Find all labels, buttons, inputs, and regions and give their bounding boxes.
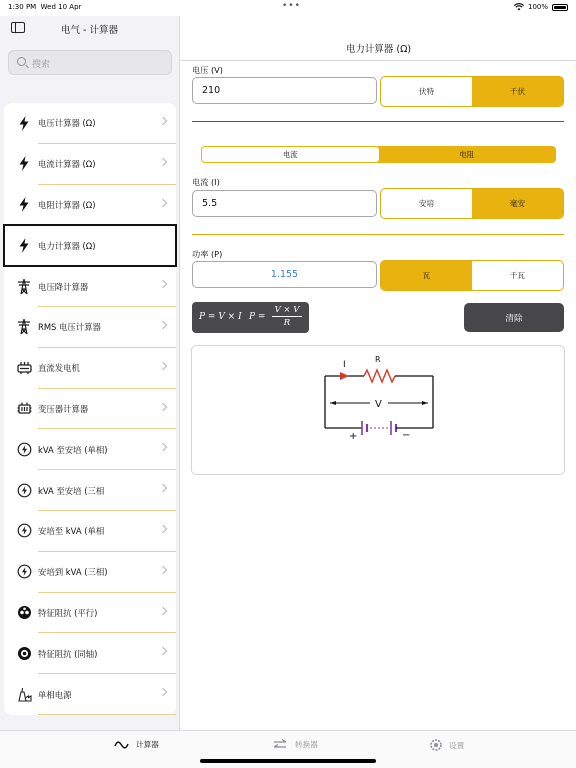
formula-numerator: V × V: [272, 305, 302, 317]
unit-ampere-option[interactable]: 安培: [418, 199, 435, 208]
sidebar-item-transformer[interactable]: [4, 389, 176, 430]
sidebar-item-label: RMS 电压计算器: [38, 322, 101, 333]
transmission-tower-icon: [16, 319, 32, 335]
sidebar-item-label: 电流计算器 (Ω): [38, 159, 96, 170]
battery-icon: [552, 4, 568, 11]
sidebar-item-label: 特征阻抗 (平行): [38, 607, 98, 618]
battery-percent: 100%: [527, 3, 548, 11]
sidebar-item-power-calculator[interactable]: [4, 225, 176, 266]
battery-plus-label: +: [349, 431, 358, 442]
circle-bolt-icon: [16, 564, 32, 580]
sidebar-item-label: kVA 至安培 (单相): [38, 444, 108, 455]
chevron-right-icon: [159, 158, 167, 166]
formula-fraction: [272, 305, 302, 328]
multitask-dots[interactable]: •••: [282, 1, 301, 11]
bolt-icon: [16, 237, 32, 253]
power-plant-icon: [16, 686, 32, 702]
unit-volt-option[interactable]: 伏特: [418, 87, 435, 96]
chevron-right-icon: [159, 117, 167, 125]
sidebar-item-label: 直流发电机: [38, 363, 80, 374]
sidebar-item-rms-voltage[interactable]: [4, 307, 176, 348]
parallel-impedance-icon: [16, 605, 32, 621]
circle-bolt-icon: [16, 523, 32, 539]
home-indicator[interactable]: [200, 759, 376, 763]
sidebar-item-impedance-parallel[interactable]: [4, 593, 176, 634]
bolt-icon: [16, 156, 32, 172]
main-content: [181, 16, 576, 730]
voltage-symbol-label: V: [375, 399, 382, 410]
sidebar-item-kva-to-amps-three[interactable]: [4, 470, 176, 511]
circuit-schematic: [192, 346, 564, 474]
search-icon: [17, 57, 26, 66]
sidebar-item-resistance-calculator[interactable]: [4, 185, 176, 226]
chevron-right-icon: [159, 688, 167, 696]
sidebar-item-single-phase-power[interactable]: [4, 674, 176, 715]
voltage-unit-segment: [380, 76, 564, 107]
solve-mode-segment: [201, 146, 556, 163]
unit-kilowatt-option[interactable]: 千瓦: [509, 271, 526, 280]
search-placeholder: 搜索: [32, 60, 51, 70]
chevron-right-icon: [159, 280, 167, 288]
chevron-right-icon: [159, 443, 167, 451]
current-unit-segment: [380, 188, 564, 219]
formula-denominator: R: [283, 318, 291, 328]
sidebar-item-label: 特征阻抗 (同轴): [38, 648, 98, 659]
status-time: 1:30 PM Wed 10 Apr: [8, 3, 82, 11]
transmission-tower-icon: [16, 278, 32, 294]
tab-calculator[interactable]: [114, 739, 159, 750]
sidebar-item-label: 电力计算器 (Ω): [38, 240, 96, 251]
status-bar: [0, 0, 576, 16]
section-divider: [192, 234, 564, 235]
chevron-right-icon: [159, 484, 167, 492]
resistor-symbol-label: R: [375, 355, 381, 364]
battery-minus-label: −: [402, 430, 411, 441]
title-divider: [181, 60, 576, 61]
wifi-icon: [514, 3, 524, 11]
tab-settings[interactable]: [430, 739, 464, 751]
unit-milliampere-option[interactable]: 毫安: [472, 189, 563, 218]
chevron-right-icon: [159, 321, 167, 329]
sidebar-item-label: 电阻计算器 (Ω): [38, 199, 96, 210]
sidebar-item-voltage-drop[interactable]: [4, 266, 176, 307]
unit-watt-option[interactable]: 瓦: [381, 261, 472, 290]
wave-icon: [114, 741, 129, 749]
sidebar-item-label: kVA 至安培 (三相: [38, 485, 105, 496]
resistor-symbol: [364, 370, 395, 382]
sidebar-item-voltage-calculator[interactable]: [4, 103, 176, 144]
power-unit-segment: [380, 260, 564, 291]
sidebar-header: [0, 16, 179, 42]
swap-arrows-icon: [272, 739, 288, 750]
current-arrow: [340, 372, 349, 380]
voltage-input[interactable]: 210: [192, 77, 377, 104]
circle-bolt-icon: [16, 441, 32, 457]
generator-icon: [16, 360, 32, 376]
formula-panel: [192, 302, 309, 333]
chevron-right-icon: [159, 606, 167, 614]
chevron-right-icon: [159, 402, 167, 410]
unit-kilovolt-option[interactable]: 千伏: [472, 77, 563, 106]
chevron-right-icon: [159, 362, 167, 370]
formula-power-prefix: P =: [249, 312, 266, 322]
sidebar-item-label: 安培至 kVA (单相: [38, 526, 105, 537]
sidebar-title: 电气 - 计算器: [61, 25, 118, 36]
bolt-icon: [16, 115, 32, 131]
page-title: 电力计算器 (Ω): [345, 44, 412, 55]
circle-bolt-icon: [16, 482, 32, 498]
current-symbol-label: I: [343, 360, 346, 370]
sidebar-item-dc-generator[interactable]: [4, 348, 176, 389]
status-right: [514, 3, 568, 11]
power-label: 功率 (P): [192, 249, 223, 259]
tab-converter[interactable]: [272, 739, 318, 750]
chevron-right-icon: [159, 198, 167, 206]
sidebar-item-label: 变压器计算器: [38, 403, 89, 414]
sidebar-item-impedance-coaxial[interactable]: [4, 633, 176, 674]
formula-power-vi: P = V × I: [199, 312, 242, 322]
voltage-label: 电压 (V): [192, 65, 223, 75]
sidebar-item-current-calculator[interactable]: [4, 144, 176, 185]
gear-icon: [430, 739, 442, 751]
chevron-right-icon: [159, 647, 167, 655]
section-divider: [192, 121, 564, 122]
mode-current-option[interactable]: 电流: [202, 147, 379, 162]
sidebar-item-label: 电压降计算器: [38, 281, 89, 292]
calculator-list: [4, 103, 176, 715]
mode-resistance-option[interactable]: 电阻: [459, 149, 474, 159]
transformer-icon: [16, 401, 32, 417]
clear-button[interactable]: 清除: [464, 303, 564, 332]
current-label: 电流 (I): [192, 177, 220, 187]
bolt-icon: [16, 197, 32, 213]
sidebar-item-label: 安培到 kVA (三相): [38, 567, 108, 578]
chevron-right-icon: [159, 566, 167, 574]
current-input[interactable]: 5.5: [192, 190, 377, 217]
tab-label: 转换器: [295, 740, 318, 749]
circuit-diagram: [191, 345, 565, 475]
chevron-right-icon: [159, 525, 167, 533]
sidebar-item-kva-to-amps-single[interactable]: [4, 429, 176, 470]
power-result-field: 1.155: [192, 261, 377, 288]
sidebar-item-label: 电压计算器 (Ω): [38, 118, 96, 129]
coaxial-icon: [16, 645, 32, 661]
sidebar-item-label: 单相电源: [38, 689, 72, 700]
tab-label: 设置: [449, 740, 465, 750]
sidebar-item-amps-to-kva-single[interactable]: [4, 511, 176, 552]
sidebar-item-amps-to-kva-three[interactable]: [4, 552, 176, 593]
sidebar: [0, 16, 180, 730]
search-input[interactable]: [8, 50, 172, 75]
tab-label: 计算器: [136, 740, 159, 749]
